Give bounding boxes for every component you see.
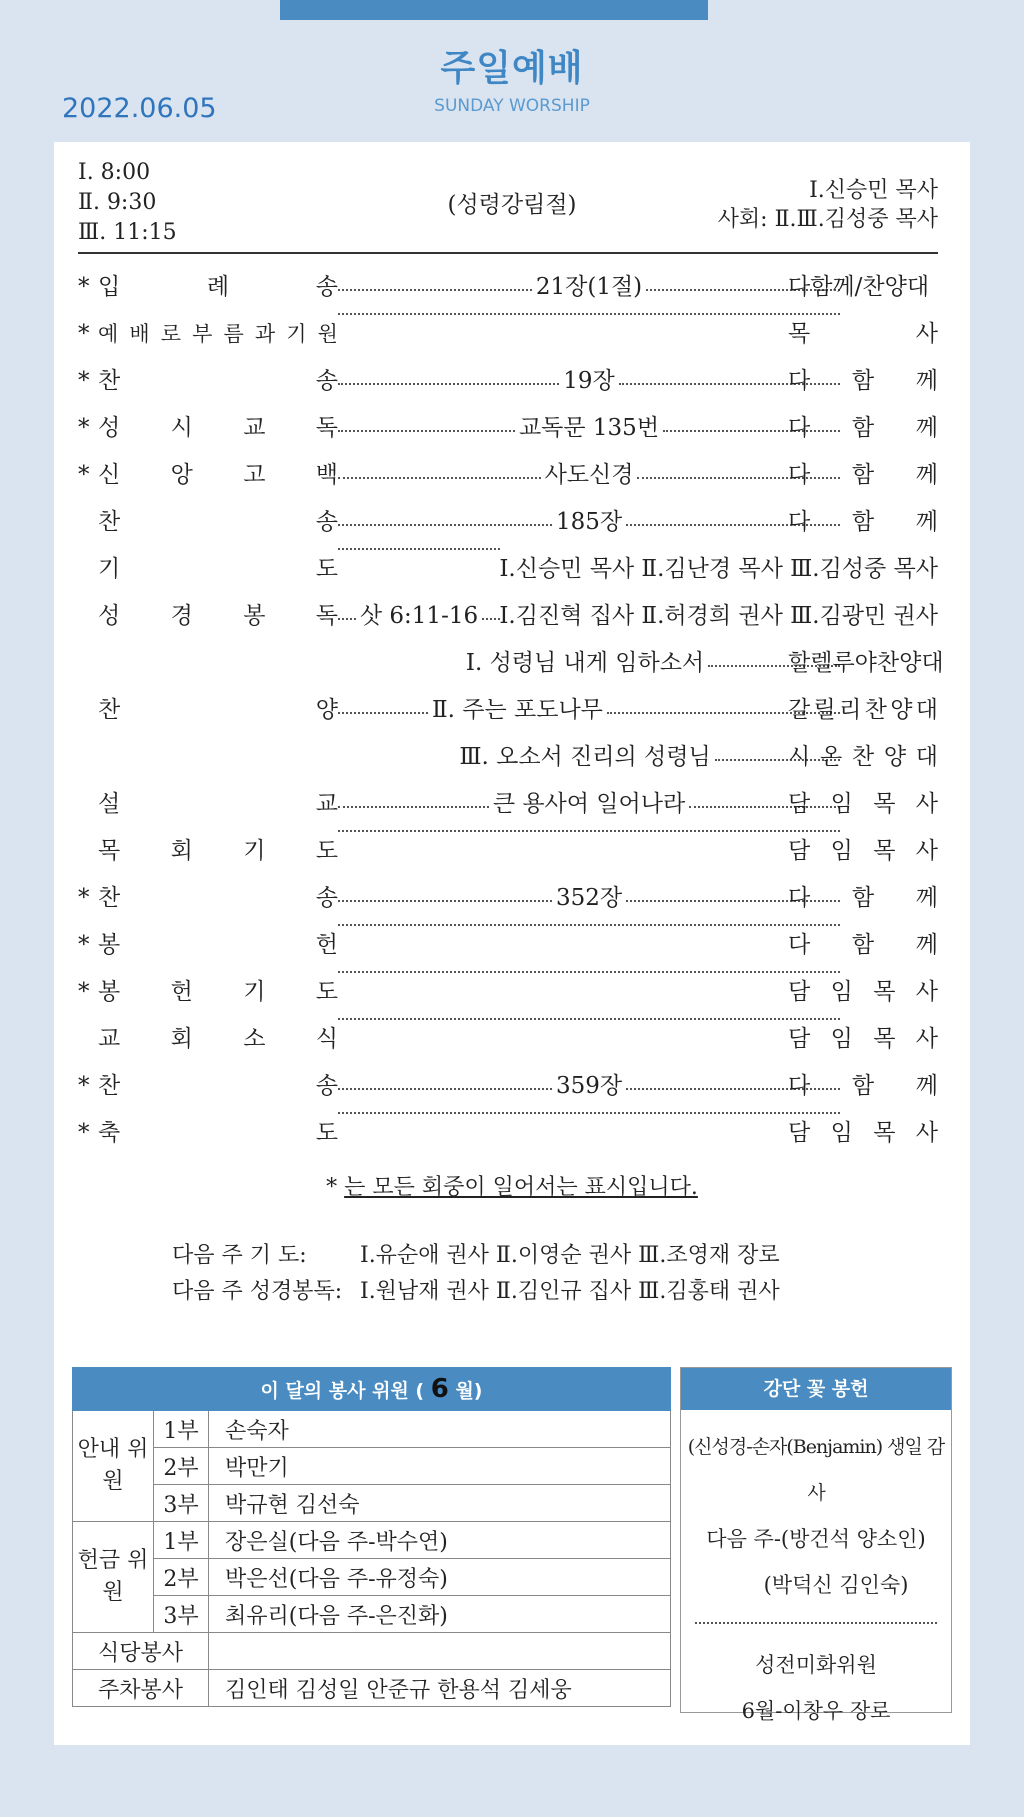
next-prayer-names: Ⅰ.유순애 권사 Ⅱ.이영순 권사 Ⅲ.조영재 장로 [360,1243,780,1268]
parking-label: 주차봉사 [73,1670,209,1707]
page-title: 주일예배 [440,48,584,89]
order-detail: 21장(1절) [535,274,643,300]
order-row [78,546,938,593]
offering-label: 헌금 위원 [73,1522,154,1633]
leader-line: 사회: Ⅱ.Ⅲ.김성중 목사 [717,207,938,232]
duty-header-suffix: 월) [455,1380,483,1402]
stand-marker: * [78,979,90,1005]
order-row [78,969,938,1016]
flowers-divider [695,1622,937,1624]
order-detail: 교독문 135번 [518,415,660,441]
order-detail: 큰 용사여 일어나라 [492,791,686,817]
stand-marker: * [78,462,90,488]
order-label: 찬 송 [98,368,338,394]
order-middle [334,640,844,687]
stand-marker: * [78,885,90,911]
order-row [78,358,938,405]
flowers-line: (박덕신 김인숙) [763,1573,909,1597]
order-middle [334,969,844,971]
order-detail: 19장 [563,368,615,394]
order-label: 성 시 교 독 [98,415,338,441]
service-time: Ⅰ. 8:00 [78,160,151,185]
altar-flowers-title: 강단 꽃 봉헌 [681,1368,951,1410]
order-leader: Ⅰ.신승민 목사 Ⅱ.김난경 목사 Ⅲ.김성중 목사 [499,556,938,582]
order-label: 입 례 송 [98,274,338,300]
altar-flowers-box [680,1367,952,1723]
order-row [78,499,938,546]
order-detail: 사도신경 [544,462,634,488]
order-row [78,405,938,452]
order-leader: 담 임 목 사 [788,1120,938,1146]
service-leaders [718,176,938,234]
name-cell: 박만기 [209,1448,671,1485]
order-label: 봉 헌 [98,932,338,958]
next-reading-names: Ⅰ.원남재 권사 Ⅱ.김인규 집사 Ⅲ.김홍태 권사 [360,1279,780,1304]
order-row [78,875,938,922]
flowers-line: 다음 주-(방건석 양소인) [706,1527,926,1551]
stand-marker: * [78,932,90,958]
order-leader: 다 함 께 [788,932,938,958]
order-middle [334,358,844,405]
order-leader: 다 함 께 [788,509,938,535]
order-row [78,311,938,358]
part-cell: 2부 [154,1559,209,1596]
service-time: Ⅲ. 11:15 [78,220,177,245]
next-reading-row [172,1274,780,1310]
order-middle [334,687,844,734]
name-cell: 장은실(다음 주-박수연) [209,1522,671,1559]
order-middle [334,828,844,830]
duty-header-prefix: 이 달의 봉사 위원 ( [260,1380,425,1402]
stand-marker: * [78,1073,90,1099]
stand-marker: * [78,415,90,441]
order-label: 교 회 소 식 [98,1026,338,1052]
order-leader: 할 렐 루 야 찬 양 대 [788,650,944,676]
order-middle [334,311,844,313]
name-cell: 최유리(다음 주-은진화) [209,1596,671,1633]
order-detail: 185장 [555,509,623,535]
part-cell: 2부 [154,1448,209,1485]
order-leader: 담 임 목 사 [788,1026,938,1052]
name-cell: 박은선(다음 주-유정숙) [209,1559,671,1596]
order-row [78,687,938,734]
order-leader: 시 온 찬 양 대 [788,744,938,770]
order-row [78,640,944,687]
standing-note [54,1170,970,1201]
order-detail: Ⅱ. 주는 포도나무 [432,697,603,723]
order-row [78,734,938,781]
next-week-section [172,1238,780,1310]
order-label: 기 도 [98,556,338,582]
next-reading-label: 다음 주 성경봉독: [172,1279,343,1304]
order-label: 신 앙 고 백 [98,462,338,488]
order-label: 봉 헌 기 도 [98,979,338,1005]
order-middle [334,1016,844,1018]
order-middle [334,264,844,311]
page-subtitle: SUNDAY WORSHIP [434,96,590,116]
next-prayer-row [172,1238,780,1274]
order-row [78,1110,938,1157]
ushers-label: 안내 위원 [73,1411,154,1522]
order-leader: 목 사 [788,321,938,347]
order-row [78,264,938,311]
flowers-line: (신성경-손자(Benjamin) 생일 감사 [687,1436,945,1504]
next-prayer-label: 다음 주 기 도: [172,1243,307,1268]
order-detail: Ⅲ. 오소서 진리의 성령님 [459,744,711,770]
order-label: 목 회 기 도 [98,838,338,864]
order-middle [334,593,504,640]
top-accent-bar [280,0,708,20]
order-row [78,452,938,499]
order-leader: 담 임 목 사 [788,791,938,817]
part-cell: 3부 [154,1485,209,1522]
order-detail: 359장 [555,1073,623,1099]
order-label: 찬 송 [98,885,338,911]
decor-committee-label: 성전미화위원 [755,1653,877,1677]
order-middle [334,452,844,499]
order-middle [334,1063,844,1110]
order-of-worship [78,264,944,1157]
order-detail: 삿 6:11-16 [359,603,479,629]
order-leader: Ⅰ.김진혁 집사 Ⅱ.허경희 권사 Ⅲ.김광민 권사 [499,603,938,629]
stand-marker: * [78,274,90,300]
order-middle [334,922,844,924]
name-cell: 손숙자 [209,1411,671,1448]
stand-marker: * [78,321,90,347]
order-detail: 352장 [555,885,623,911]
decor-committee-member: 6월-이창우 장로 [741,1699,891,1723]
order-row [78,1016,938,1063]
stand-marker: * [78,1120,90,1146]
table-row [73,1485,671,1522]
stand-marker: * [78,368,90,394]
leader-line: Ⅰ.신승민 목사 [809,178,938,203]
standing-star: * [326,1175,338,1200]
duty-month: 6 [430,1374,449,1404]
part-cell: 1부 [154,1522,209,1559]
order-detail: Ⅰ. 성령님 내게 임하소서 [465,650,705,676]
order-leader: 다 함 께 [788,415,938,441]
parking-names: 김인태 김성일 안준규 한용석 김세웅 [209,1670,671,1707]
part-cell: 1부 [154,1411,209,1448]
order-label: 성 경 봉 독 [98,603,338,629]
table-row [73,1596,671,1633]
order-row [78,781,938,828]
order-label: 찬 양 [98,697,338,723]
order-leader: 갈 릴 리 찬 양 대 [788,697,938,723]
dining-label: 식당봉사 [73,1633,209,1670]
order-label: 예 배 로 부 름 과 기 원 [98,322,338,346]
order-middle [334,546,504,548]
order-middle [334,1110,844,1112]
order-label: 설 교 [98,791,338,817]
order-row [78,922,938,969]
order-label: 축 도 [98,1120,338,1146]
order-middle [334,405,844,452]
table-row [73,1633,671,1670]
order-leader: 담 임 목 사 [788,979,938,1005]
header-divider [78,252,938,254]
order-label: 찬 송 [98,509,338,535]
table-row [73,1448,671,1485]
dining-names [209,1633,671,1670]
part-cell: 3부 [154,1596,209,1633]
bulletin-sheet [54,142,970,1745]
table-row [73,1670,671,1707]
order-leader: 담 임 목 사 [788,838,938,864]
table-row [73,1522,671,1559]
order-row [78,828,938,875]
occasion-label: (성령강림절) [447,192,577,218]
order-leader: 다 함 께 [788,462,938,488]
service-date: 2022.06.05 [62,93,217,124]
service-time: Ⅱ. 9:30 [78,190,157,215]
standing-note-text: 는 모든 회중이 일어서는 표시입니다. [344,1175,698,1200]
order-leader: 다 함 께 [788,1073,938,1099]
order-middle [334,781,844,828]
order-label: 찬 송 [98,1073,338,1099]
duty-table [72,1367,671,1707]
order-row [78,593,938,640]
order-leader: 다 함 께 [788,885,938,911]
order-middle [334,499,844,546]
table-row [73,1559,671,1596]
name-cell: 박규현 김선숙 [209,1485,671,1522]
order-row [78,1063,938,1110]
order-middle [334,734,844,781]
table-row [73,1411,671,1448]
order-middle [334,875,844,922]
duty-table-header [73,1368,671,1411]
order-leader: 다함께/찬양대 [788,274,930,300]
order-leader: 다 함 께 [788,368,938,394]
